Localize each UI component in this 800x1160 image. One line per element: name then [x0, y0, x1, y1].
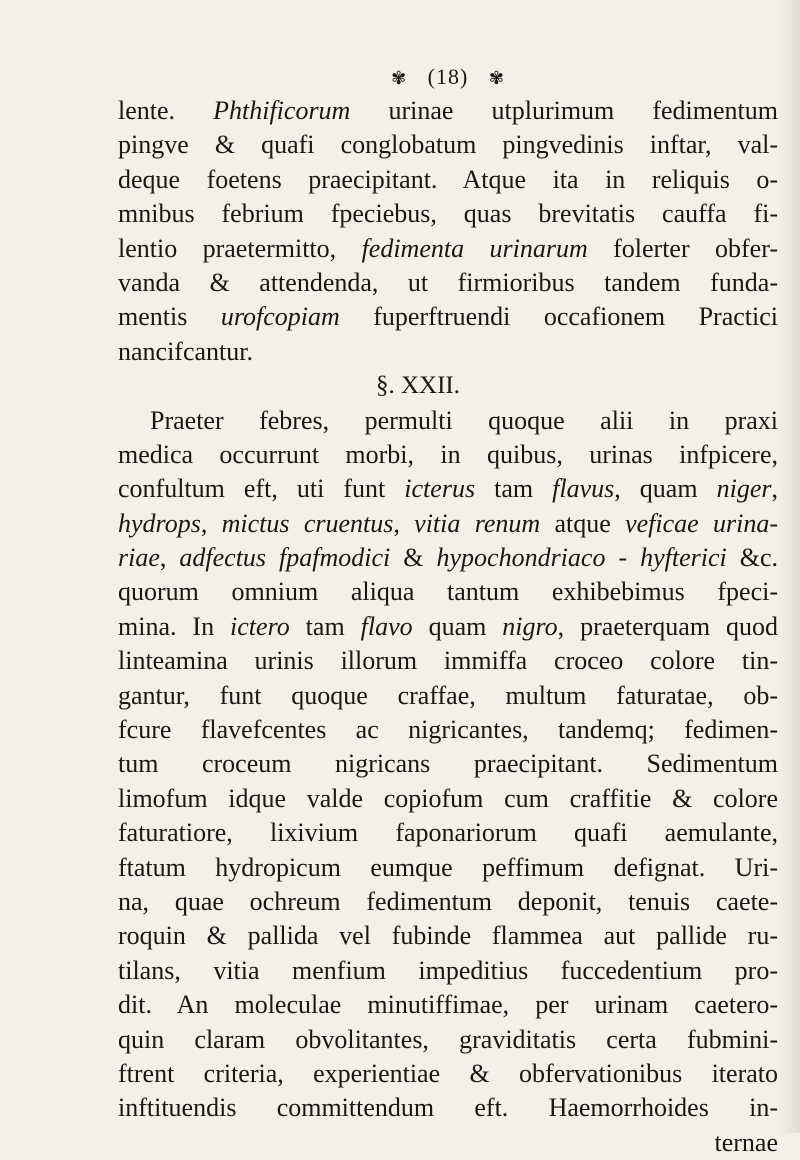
text-run: quam [412, 611, 503, 641]
text-run: tilans, vitia menfium impeditius fuccedentium pro- [118, 955, 778, 985]
flower-ornament-icon: ✾ [488, 68, 505, 88]
text-line [118, 988, 778, 1022]
text-line [118, 851, 778, 885]
text-line [118, 610, 778, 644]
text-run: tam [289, 611, 361, 641]
italic-term: hypochondriaco - hyfterici [436, 543, 727, 573]
text-run: fuperftruendi occafionem Practici [339, 302, 778, 332]
text-body [118, 94, 778, 1160]
text-run: vanda & attendenda, ut firmioribus tandem funda- [118, 267, 778, 297]
text-run: mina. In [118, 611, 231, 641]
text-run: tam [475, 474, 553, 504]
book-page [118, 60, 778, 1160]
text-line [118, 644, 778, 678]
text-run: deque foetens praecipitant. Atque ita in reliquis o- [118, 164, 778, 194]
text-run: , [200, 508, 222, 538]
text-run: confultum eft, uti funt [118, 474, 405, 504]
text-line [118, 404, 778, 438]
text-line [118, 300, 778, 334]
text-run: atque [540, 508, 626, 538]
text-line [118, 816, 778, 850]
flower-ornament-icon: ✾ [391, 68, 408, 88]
text-line [118, 335, 778, 369]
text-run: , quam [614, 474, 717, 504]
text-line [118, 575, 778, 609]
text-run: lentio praetermitto, [118, 233, 362, 263]
italic-term: flavus [552, 474, 615, 504]
text-line [118, 747, 778, 781]
text-run: nancifcantur. [118, 336, 253, 366]
text-run: medica occurrunt morbi, in quibus, urinas infpicere, [118, 439, 778, 469]
text-run: , [159, 543, 180, 573]
text-line [118, 541, 778, 575]
text-run: linteamina urinis illorum immiffa croceo colore tin- [118, 646, 778, 676]
section-heading [118, 369, 778, 403]
text-run: mnibus febrium fpeciebus, quas brevitatis cauffa fi- [118, 199, 778, 229]
text-run: quin claram obvolitantes, graviditatis certa fubmini- [118, 1024, 778, 1054]
text-run: limofum idque valde copiofum cum craffitie & colore [118, 783, 778, 813]
italic-term: adfectus fpafmodici [179, 543, 391, 573]
italic-term: hydrops [118, 508, 201, 538]
italic-term: mictus cruentus [221, 508, 394, 538]
text-run: roquin & pallida vel fubinde flammea aut pallide ru- [118, 921, 778, 951]
text-run: folerter obfer- [587, 233, 779, 263]
text-run: ftatum hydropicum eumque peffimum defignat. Uri- [118, 852, 778, 882]
text-line [118, 438, 778, 472]
page-edge-shadow [778, 0, 800, 1133]
text-run: , praeterquam quod [557, 611, 778, 641]
text-run: ternae [714, 1127, 778, 1157]
text-line [118, 163, 778, 197]
italic-term: ictero [230, 611, 290, 641]
italic-term: veficae urina- [625, 508, 779, 538]
italic-term: icterus [404, 474, 476, 504]
text-line [118, 128, 778, 162]
text-line [118, 1023, 778, 1057]
text-line [118, 94, 778, 128]
italic-term: fedimenta urinarum [361, 233, 588, 263]
text-run: , [393, 508, 415, 538]
text-run: dit. An moleculae minutiffimae, per urinam caetero- [118, 990, 778, 1020]
italic-term: riae [118, 543, 160, 573]
text-run: urinae utplurimum fedimentum [350, 96, 778, 125]
catchword [118, 1126, 778, 1160]
italic-term: nigro [502, 611, 558, 641]
text-run: & [390, 543, 437, 573]
page-number: (18) [427, 64, 469, 89]
text-run: , [771, 474, 778, 504]
text-line [118, 472, 778, 506]
text-run: &c. [726, 543, 778, 573]
italic-term: urofcopiam [220, 302, 340, 332]
text-run: pingve & quafi conglobatum pingvedinis inftar, val- [118, 130, 778, 160]
text-run: mentis [118, 302, 221, 332]
text-line [118, 954, 778, 988]
italic-term: vitia renum [414, 508, 541, 538]
text-run: fcure flavefcentes ac nigricantes, tandemq; fedimen- [118, 715, 778, 745]
text-line [118, 919, 778, 953]
text-line [118, 713, 778, 747]
text-run: §. XXII. [375, 372, 460, 400]
text-run: ftrent criteria, experientiae & obfervationibus iterato [118, 1058, 778, 1088]
italic-term: Phthificorum [213, 96, 351, 125]
text-line [118, 679, 778, 713]
text-line [118, 266, 778, 300]
text-line [118, 782, 778, 816]
italic-term: flavo [360, 611, 413, 641]
text-run: Praeter febres, permulti quoque alii in praxi [150, 405, 778, 435]
text-run: na, quae ochreum fedimentum deponit, tenuis caete- [118, 886, 778, 916]
page-header [118, 60, 778, 94]
text-run: tum croceum nigricans praecipitant. Sedimentum [118, 749, 778, 779]
text-line [118, 507, 778, 541]
text-run: quorum omnium aliqua tantum exhibebimus fpeci- [118, 577, 778, 607]
italic-term: niger [716, 474, 772, 504]
text-run: lente. [118, 96, 214, 125]
text-line [118, 197, 778, 231]
text-line [118, 232, 778, 266]
text-run: gantur, funt quoque craffae, multum faturatae, ob- [118, 680, 778, 710]
text-line [118, 885, 778, 919]
text-line [118, 1057, 778, 1091]
text-line [118, 1091, 778, 1125]
text-run: faturatiore, lixivium faponariorum quafi aemulante, [118, 818, 778, 848]
text-run: inftituendis committendum eft. Haemorrhoides in- [118, 1093, 778, 1123]
